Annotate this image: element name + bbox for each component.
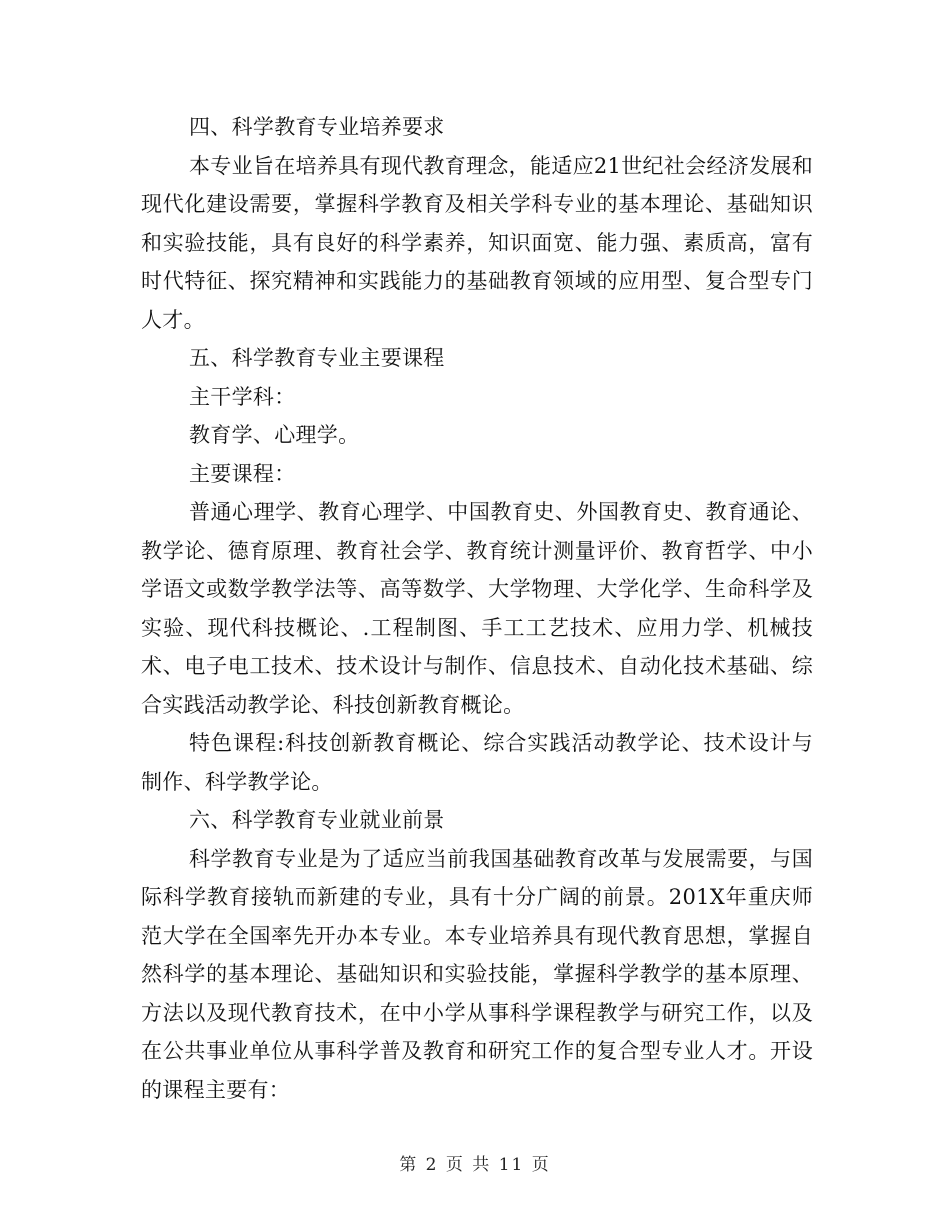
label-main-disciplines: 主干学科：	[189, 384, 296, 409]
page-footer: 第 2 页 共 11 页	[399, 1155, 551, 1175]
document-body	[141, 108, 813, 1109]
paragraph-employment-prospects: 科学教育专业是为了适应当前我国基础教育改革与发展需要，与国际科学教育接轨而新建的专业，具有十分广阔的前景。201X年重庆师范大学在全国率先开办本专业。本专业培养具有现代教育思想，掌握自然科学的基本理论、基础知识和实验技能，掌握科学教学的基本原理、方法以及现代教育技术，在中小学从事科学课程教学与研究工作，以及在公共事业单位从事科学普及教育和研究工作的复合型专业人才。开设的课程主要有：	[141, 846, 813, 1102]
section-heading-4: 四、科学教育专业培养要求	[189, 115, 445, 139]
section-heading-6: 六、科学教育专业就业前景	[189, 808, 445, 832]
label-main-courses: 主要课程：	[189, 461, 296, 486]
paragraph-main-disciplines: 教育学、心理学。	[189, 423, 360, 447]
section-heading-5: 五、科学教育专业主要课程	[189, 346, 445, 370]
paragraph-training-requirements: 本专业旨在培养具有现代教育理念，能适应21世纪社会经济发展和现代化建设需要，掌握科学教育及相关学科专业的基本理论、基础知识和实验技能，具有良好的科学素养，知识面宽、能力强、素质高，富有时代特征、探究精神和实践能力的基础教育领域的应用型、复合型专门人才。	[141, 153, 813, 332]
paragraph-featured-courses: 特色课程:科技创新教育概论、综合实践活动教学论、技术设计与制作、科学教学论。	[141, 731, 813, 794]
paragraph-main-courses: 普通心理学、教育心理学、中国教育史、外国教育史、教育通论、教学论、德育原理、教育社会学、教育统计测量评价、教育哲学、中小学语文或数学教学法等、高等数学、大学物理、大学化学、生命科学及实验、现代科技概论、.工程制图、手工工艺技术、应用力学、机械技术、电子电工技术、技术设计与制作、信息技术、自动化技术基础、综合实践活动教学论、科技创新教育概论。	[141, 500, 813, 717]
